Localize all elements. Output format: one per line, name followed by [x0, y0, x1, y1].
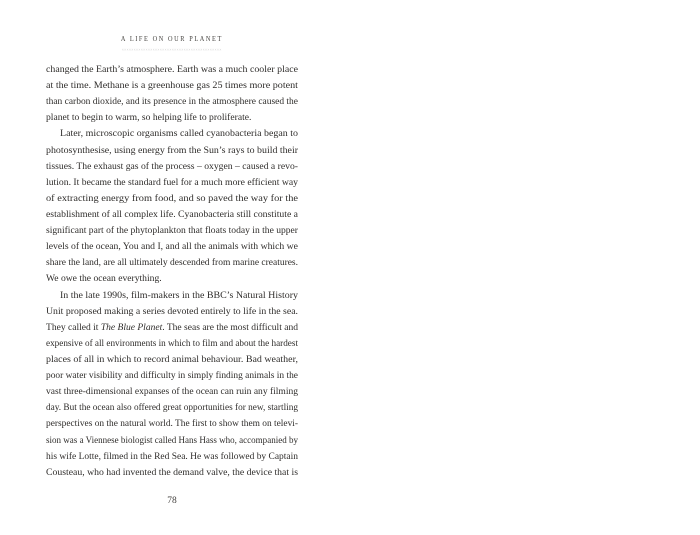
text-line: They called it The Blue Planet. The seas are the most difficult and — [46, 321, 298, 333]
text-line: significant part of the phytoplankton that floats today in the upper — [46, 225, 298, 237]
text-line: day. But the ocean also offered great opportunities for new, startling — [46, 402, 298, 414]
text-line: expensive of all environments in which to film and about the hardest — [46, 337, 298, 349]
text-line: sion was a Viennese biologist called Hans Hass who, accompanied by — [46, 434, 298, 446]
page-number: 78 — [167, 496, 177, 506]
text-line: establishment of all complex life. Cyanobacteria still constitute a — [46, 208, 298, 220]
text-line: levels of the ocean, You and I, and all the animals with which we — [46, 241, 298, 253]
body-text — [46, 62, 298, 481]
text-line: perspectives on the natural world. The first to show them on televi- — [46, 418, 298, 430]
header-divider-pattern: ×××××××××××××××××××××××××××××××××××××××××× — [121, 47, 222, 52]
text-line: We owe the ocean everything. — [46, 273, 162, 285]
text-line: vast three-dimensional expanses of the ocean can ruin any filming — [46, 386, 298, 398]
text-line: Cousteau, who had invented the demand valve, the device that is — [46, 466, 298, 478]
right-page — [350, 0, 700, 535]
text-line: tissues. The exhaust gas of the process – oxygen – caused a revo- — [46, 160, 298, 172]
text-line: Later, microscopic organisms called cyanobacteria began to — [60, 128, 298, 140]
text-line: than carbon dioxide, and its presence in the atmosphere caused the — [46, 96, 298, 108]
text-line: places of all in which to record animal behaviour. Bad weather, — [46, 353, 298, 365]
text-line: photosynthesise, using energy from the Sun’s rays to build their — [46, 144, 298, 156]
text-line: at the time. Methane is a greenhouse gas 25 times more potent — [46, 80, 298, 92]
text-line: planet to begin to warm, so helping life to proliferate. — [46, 112, 252, 124]
text-line: share the land, are all ultimately descended from marine creatures. — [46, 257, 298, 269]
text-line: Unit proposed making a series devoted entirely to life in the sea. — [46, 305, 298, 317]
text-line: lution. It became the standard fuel for a much more efficient way — [46, 176, 298, 188]
left-page — [46, 0, 298, 535]
text-line: changed the Earth’s atmosphere. Earth was a much cooler place — [46, 64, 298, 75]
running-header-text: A LIFE ON OUR PLANET — [121, 34, 223, 43]
text-line: poor water visibility and difficulty in simply finding animals in the — [46, 370, 298, 382]
text-line: In the late 1990s, film-makers in the BBC’s Natural History — [60, 289, 298, 301]
text-line: of extracting energy from food, and so paved the way for the — [46, 192, 298, 204]
header-divider — [46, 38, 298, 56]
blue-whale-illustration — [350, 0, 700, 535]
text-line: his wife Lotte, filmed in the Red Sea. He was followed by Captain — [46, 450, 298, 462]
